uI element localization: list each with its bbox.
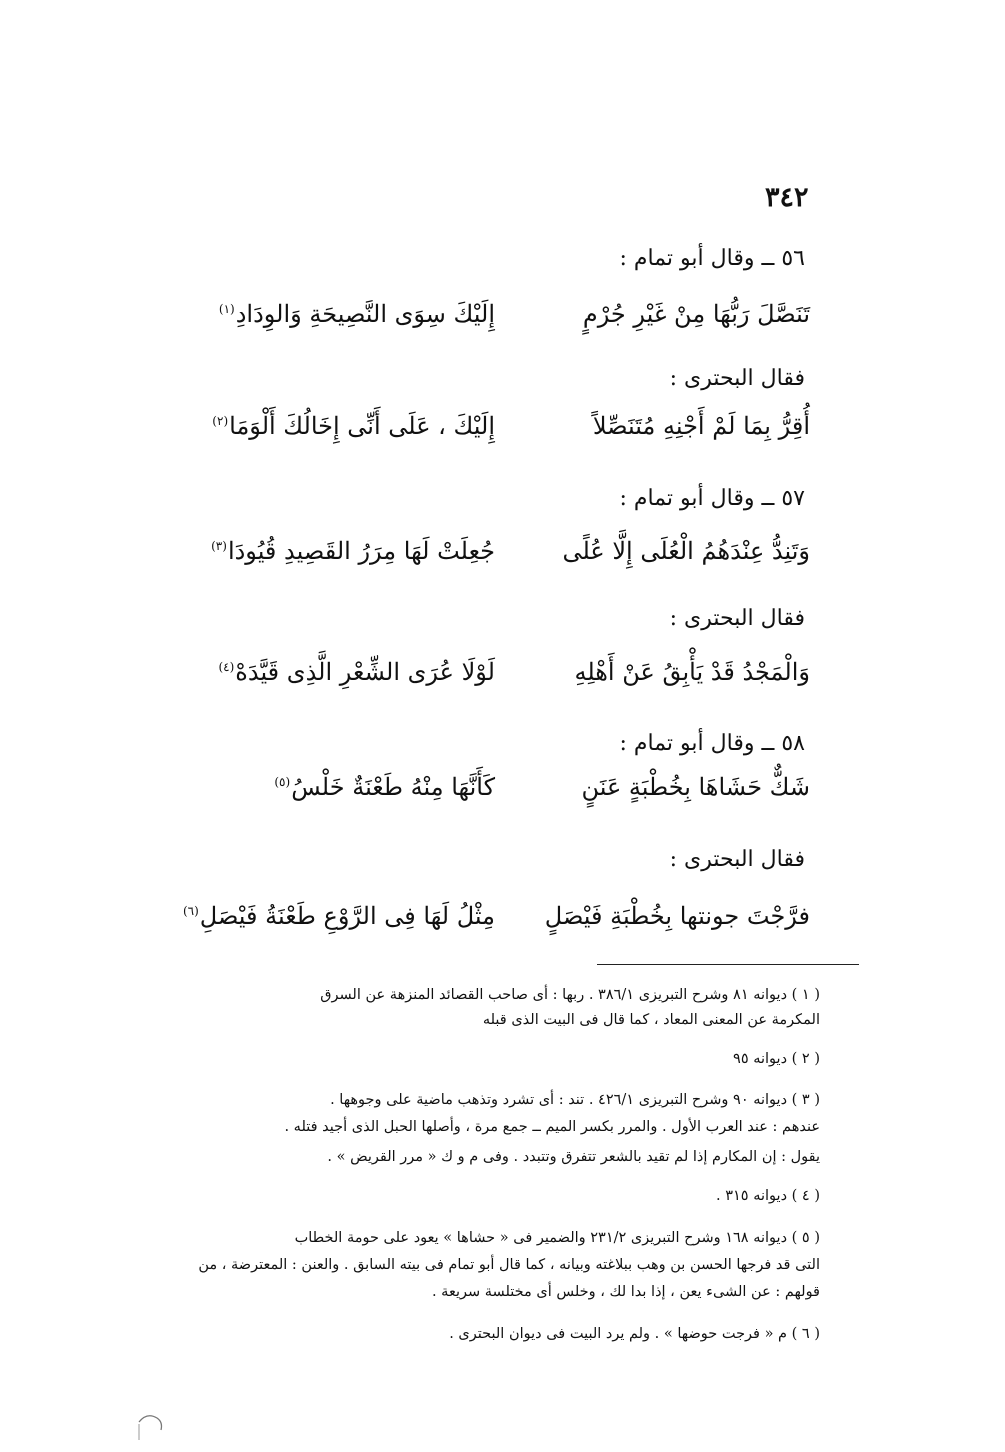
verse-first-hemistich: وَالْمَجْدُ قَدْ يَأْبِقُ عَنْ أَهْلِهِ	[574, 658, 810, 686]
verse-first-hemistich: وَتَنِدُّ عِنْدَهُمُ الْعُلَى إِلَّا عُلًى	[562, 537, 810, 565]
page-corner-mark	[135, 1410, 175, 1440]
footnote-line: ( ٥ ) ديوانه ١٦٨ وشرح التبريزى ٢٣١/٢ والضمير فى « حشاها » يعود على حومة الخطاب	[294, 1230, 820, 1246]
verse-second-hemistich	[150, 902, 495, 930]
footnote-marker: (٣)	[211, 539, 227, 553]
verse-first-hemistich: فرَّجْتَ جونتها بِخُطْبَةِ فَيْصَلٍ	[544, 902, 810, 930]
verse-first-hemistich: أُقِرُّ بِمَا لَمْ أَجْنِهِ مُتَنَصِّلاً	[592, 412, 810, 440]
footnote-line: ( ٦ ) م « فرجت حوضها » . ولم يرد البيت فى ديوان البحترى .	[449, 1326, 820, 1342]
footnote-marker: (٢)	[212, 414, 229, 428]
verse-text: كَأَنَّهَا مِنْهُ طَعْنَةٌ خَلْسُ	[291, 773, 495, 801]
footnote-line: ( ٣ ) ديوانه ٩٠ وشرح التبريزى ٤٢٦/١ . تند : أى تشرد وتذهب ماضية على وجوهها .	[330, 1092, 820, 1108]
footnote-line: ( ١ ) ديوانه ٨١ وشرح التبريزى ٣٨٦/١ . ربها : أى صاحب القصائد المنزهة عن السرق	[320, 987, 820, 1003]
footnote-line: ( ٤ ) ديوانه ٣١٥ .	[716, 1188, 820, 1204]
verse-second-hemistich	[150, 537, 495, 565]
verse-text: مِثْلُ لَهَا فِى الرَّوْعِ طَعْنَةُ فَيْصَلِ	[199, 902, 495, 930]
page-number: ٣٤٢	[765, 182, 809, 213]
footnote-line: المكرمة عن المعنى المعاد ، كما قال فى البيت الذى قبله	[482, 1012, 820, 1028]
footnote-marker: (٦)	[182, 904, 199, 918]
footnote-line: التى قد فرجها الحسن بن وهب ببلاغته وبيانه ، كما قال أبو تمام فى بيته السابق . والعنن : المعترضة ، من	[198, 1257, 820, 1273]
entry-heading: ٥٧ ــ وقال أبو تمام :	[619, 486, 805, 511]
verse-text: إِلَيْكَ سِوَى النَّصِيحَةِ وَالوِدَادِ	[235, 300, 495, 328]
entry-heading: ٥٦ ــ وقال أبو تمام :	[619, 246, 805, 271]
verse-second-hemistich	[150, 658, 495, 686]
verse-text: جُعِلَتْ لَهَا مِرَرُ القَصِيدِ قُيُودَا	[227, 537, 495, 565]
footnote-line: ( ٢ ) ديوانه ٩٥	[733, 1051, 820, 1067]
footnote-marker: (٥)	[274, 775, 291, 789]
verse-second-hemistich	[150, 412, 495, 440]
footnote-marker: (٤)	[218, 660, 235, 674]
verse-first-hemistich: شَكٌّ حَشَاهَا بِخُطْبَةٍ عَنَنٍ	[581, 773, 810, 801]
verse-second-hemistich	[150, 773, 495, 801]
footnote-separator	[597, 964, 859, 965]
entry-heading: فقال البحترى :	[669, 606, 805, 631]
footnote-marker: (١)	[218, 302, 235, 316]
entry-heading: فقال البحترى :	[669, 847, 805, 872]
footnote-line: قولهم : عن الشىء يعن ، إذا بدا لك ، وخلس أى مختلسة سريعة .	[431, 1284, 820, 1300]
verse-text: إِلَيْكَ ، عَلَى أَنِّى إِخَالُكَ أَلْوَمَا	[229, 412, 495, 440]
footnote-line: يقول : إن المكارم إذا لم تقيد بالشعر تتفرق وتتبدد . وفى م و ك « مرر القريض » .	[327, 1149, 820, 1165]
verse-text: لَوْلَا عُرَى الشِّعْرِ الَّذِى قَيَّدَهْ	[235, 658, 495, 686]
footnote-line: عندهم : عند العرب الأول . والمرر بكسر الميم ــ جمع مرة ، وأصلها الحبل الذى أجيد فتله .	[284, 1119, 820, 1135]
verse-first-hemistich: تَنَصَّلَ رَبُّهَا مِنْ غَيْرِ جُرْمٍ	[582, 300, 810, 328]
entry-heading: ٥٨ ــ وقال أبو تمام :	[619, 731, 805, 756]
verse-second-hemistich	[150, 300, 495, 328]
entry-heading: فقال البحترى :	[669, 366, 805, 391]
